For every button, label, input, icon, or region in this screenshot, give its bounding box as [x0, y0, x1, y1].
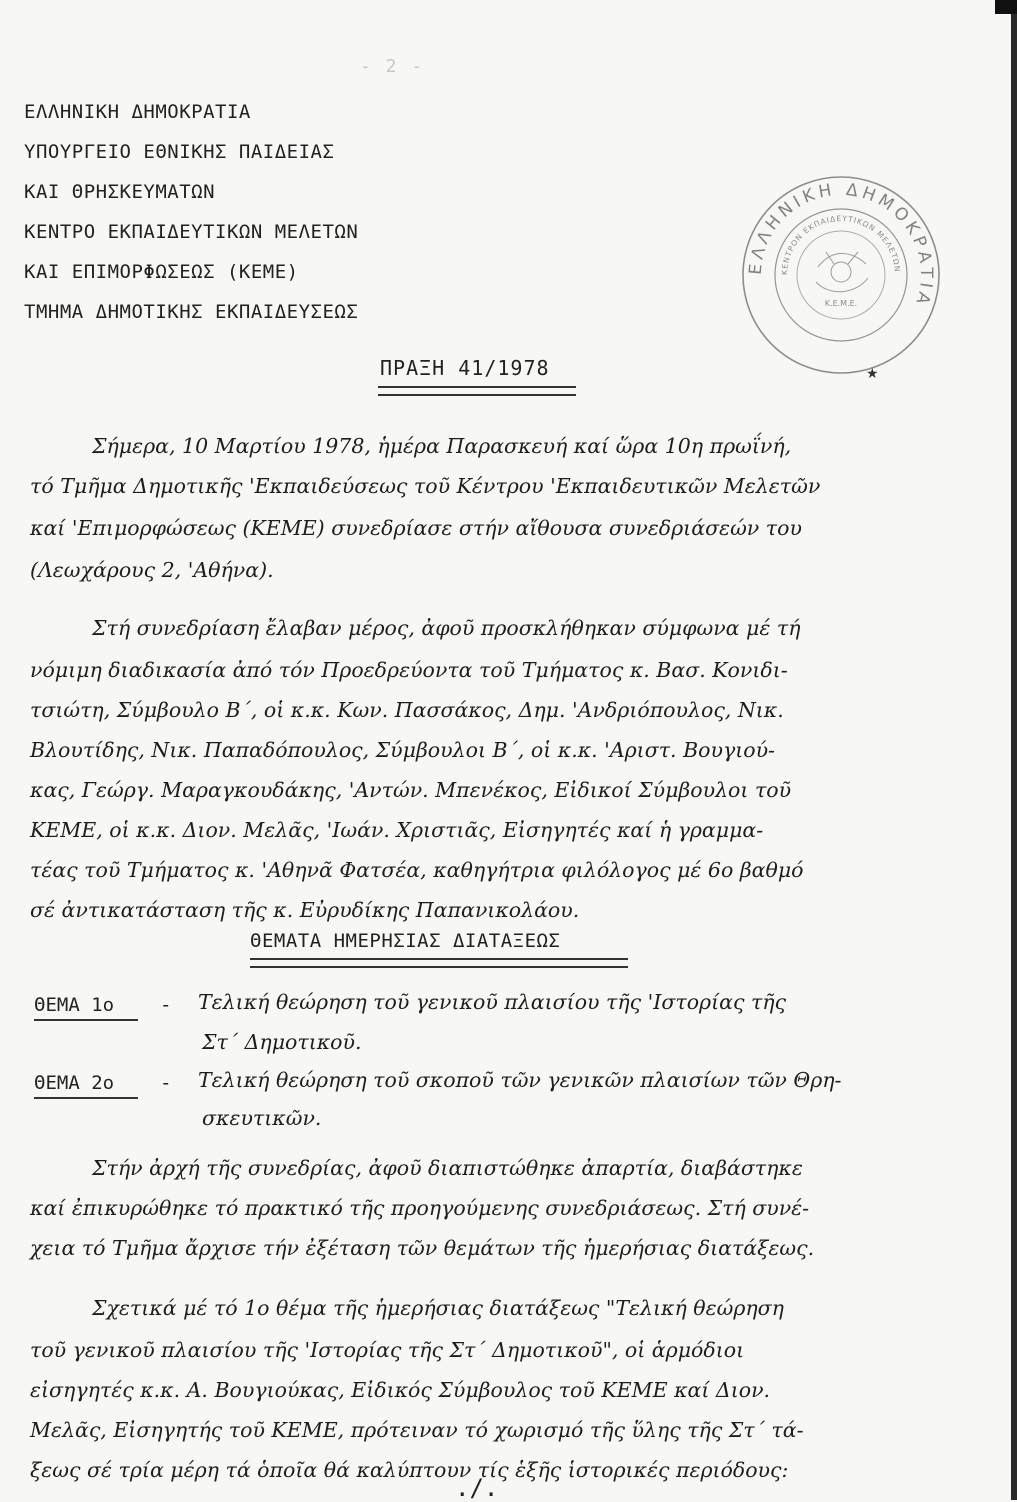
seal-emblem-icon: [816, 252, 868, 292]
text-line: Σχετικά μέ τό 1ο θέμα τῆς ἡμερήσιας διατάξεως "Τελική θεώρηση: [92, 1296, 784, 1320]
text-line: χεια τό Τμῆμα ἄρχισε τήν ἐξέταση τῶν θεμάτων τῆς ἡμερήσιας διατάξεως.: [30, 1236, 815, 1260]
text-line: καί 'Επιμορφώσεως (ΚΕΜΕ) συνεδρίασε στήν αἴθουσα συνεδριάσεών του: [30, 516, 802, 540]
agenda-item-text: σκευτικῶν.: [202, 1106, 322, 1130]
letterhead-line: ΕΛΛΗΝΙΚΗ ΔΗΜΟΚΡΑΤΙΑ: [24, 101, 251, 123]
agenda-item-underline: [34, 1019, 138, 1021]
text-line: (Λεωχάρους 2, 'Αθήνα).: [30, 558, 274, 582]
letterhead-line: ΚΕΝΤΡΟ ΕΚΠΑΙΔΕΥΤΙΚΩΝ ΜΕΛΕΤΩΝ: [24, 221, 359, 243]
agenda-item-underline: [34, 1097, 138, 1099]
seal-star-icon: ★: [866, 366, 879, 378]
text-line: Σήμερα, 10 Μαρτίου 1978, ἡμέρα Παρασκευή καί ὥρα 10η πρωΐνή,: [92, 434, 792, 458]
letterhead-line: ΚΑΙ ΕΠΙΜΟΡΦΩΣΕΩΣ (ΚΕΜΕ): [24, 261, 299, 283]
document-title: ΠΡΑΞΗ 41/1978: [380, 356, 550, 380]
agenda-item-text: Τελική θεώρηση τοῦ γενικοῦ πλαισίου τῆς 'Ιστορίας τῆς: [198, 990, 787, 1014]
agenda-heading: ΘΕΜΑΤΑ ΗΜΕΡΗΣΙΑΣ ΔΙΑΤΑΞΕΩΣ: [250, 930, 561, 952]
text-line: τοῦ γενικοῦ πλαισίου τῆς 'Ιστορίας τῆς Στ΄ Δημοτικοῦ", οἱ ἁρμόδιοι: [30, 1338, 745, 1362]
agenda-item-dash: -: [160, 994, 172, 1016]
agenda-item-label: ΘΕΜΑ 2ο: [34, 1072, 115, 1094]
text-line: Στήν ἀρχή τῆς συνεδρίας, ἀφοῦ διαπιστώθηκε ἀπαρτία, διαβάστηκε: [92, 1156, 803, 1180]
page-corner-shadow: [995, 0, 1017, 14]
title-double-underline: [378, 386, 576, 396]
svg-text:ΕΛΛΗΝΙΚΗ ΔΗΜΟΚΡΑΤΙΑ: [746, 180, 936, 310]
official-seal-stamp: [738, 172, 944, 378]
text-line: Μελᾶς, Εἰσηγητής τοῦ ΚΕΜΕ, πρότειναν τό χωρισμό τῆς ὕλης τῆς Στ΄ τά-: [30, 1418, 804, 1442]
text-line: τσιώτη, Σύμβουλο Β΄, οἱ κ.κ. Κων. Πασσάκος, Δημ. 'Ανδριόπουλος, Νικ.: [30, 698, 784, 722]
seal-outer-text: ΕΛΛΗΝΙΚΗ ΔΗΜΟΚΡΑΤΙΑ: [745, 179, 937, 311]
text-line: Στή συνεδρίαση ἔλαβαν μέρος, ἀφοῦ προσκλήθηκαν σύμφωνα μέ τή: [92, 616, 801, 640]
agenda-item-text: Στ΄ Δημοτικοῦ.: [202, 1030, 362, 1054]
letterhead-line: ΥΠΟΥΡΓΕΙΟ ΕΘΝΙΚΗΣ ΠΑΙΔΕΙΑΣ: [24, 141, 335, 163]
text-line: εἰσηγητές κ.κ. Α. Βουγιούκας, Εἰδικός Σύμβουλος τοῦ ΚΕΜΕ καί Διον.: [30, 1378, 771, 1402]
page-edge-shadow: [1011, 0, 1017, 1500]
text-line: κας, Γεώργ. Μαραγκουδάκης, 'Αντών. Μπενέκος, Εἰδικοί Σύμβουλοι τοῦ: [30, 778, 792, 802]
seal-inner-text: ΚΕΝΤΡΟΝ ΕΚΠΑΙΔΕΥΤΙΚΩΝ ΜΕΛΕΤΩΝ: [779, 213, 903, 276]
text-line: Βλουτίδης, Νικ. Παπαδόπουλος, Σύμβουλοι Β΄, οἱ κ.κ. 'Αριστ. Βουγιού-: [30, 738, 775, 762]
letterhead-line: ΤΜΗΜΑ ΔΗΜΟΤΙΚΗΣ ΕΚΠΑΙΔΕΥΣΕΩΣ: [24, 301, 359, 323]
text-line: νόμιμη διαδικασία ἀπό τόν Προεδρεύοντα τοῦ Τμήματος κ. Βασ. Κονιδι-: [30, 658, 788, 682]
agenda-item-dash: -: [160, 1072, 172, 1094]
text-line: σέ ἀντικατάσταση τῆς κ. Εὐρυδίκης Παπανικολάου.: [30, 898, 580, 922]
letterhead-line: ΚΑΙ ΘΡΗΣΚΕΥΜΑΤΩΝ: [24, 181, 216, 203]
text-line: καί ἐπικυρώθηκε τό πρακτικό τῆς προηγούμενης συνεδριάσεως. Στή συνέ-: [30, 1196, 810, 1220]
agenda-item-label: ΘΕΜΑ 1ο: [34, 994, 115, 1016]
text-line: τό Τμῆμα Δημοτικῆς 'Εκπαιδεύσεως τοῦ Κέντρου 'Εκπαιδευτικῶν Μελετῶν: [30, 474, 821, 498]
text-line: τέας τοῦ Τμήματος κ. 'Αθηνᾶ Φατσέα, καθηγήτρια φιλόλογος μέ 6ο βαθμό: [30, 858, 804, 882]
letterhead: [24, 92, 358, 332]
agenda-double-underline: [250, 958, 628, 968]
page-continuation-mark: ./.: [455, 1474, 499, 1502]
text-line: ΚΕΜΕ, οἱ κ.κ. Διον. Μελᾶς, 'Ιωάν. Χριστιᾶς, Εἰσηγητές καί ἡ γραμμα-: [30, 818, 764, 842]
page-number: - 2 -: [360, 56, 425, 77]
agenda-item-text: Τελική θεώρηση τοῦ σκοποῦ τῶν γενικῶν πλαισίων τῶν Θρη-: [198, 1068, 842, 1092]
seal-center-text: Κ.Ε.Μ.Ε.: [824, 299, 858, 308]
text-line: ξεως σέ τρία μέρη τά ὁποῖα θά καλύπτουν τίς ἑξῆς ἱστορικές περιόδους:: [30, 1458, 789, 1482]
